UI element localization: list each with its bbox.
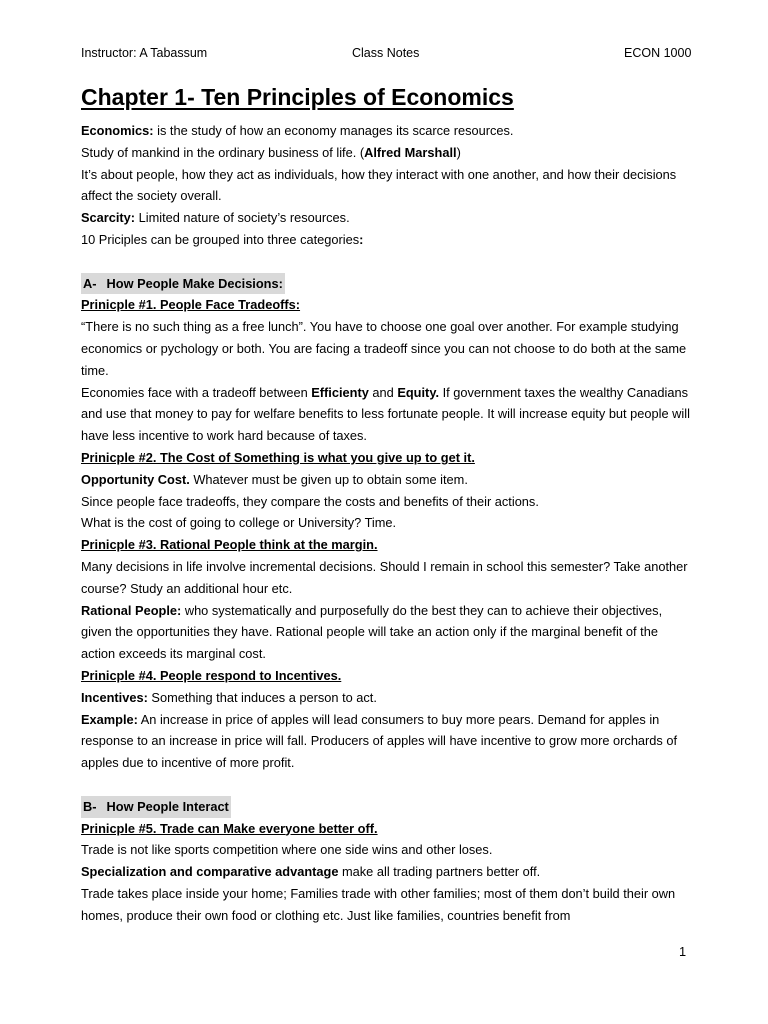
header-course: ECON 1000 [624, 46, 692, 60]
spacer [81, 774, 691, 796]
people-paragraph: It’s about people, how they act as individuals, how they interact with one another, and how their decisions affect the society overall. [81, 166, 677, 204]
document-body [81, 120, 691, 926]
mankind-line: Study of mankind in the ordinary business of life. (Alfred Marshall) [81, 144, 461, 160]
header-class-notes: Class Notes [352, 46, 420, 60]
incentives-definition: Incentives: Something that induces a person to act. [81, 689, 377, 705]
economics-term: Economics: [81, 123, 154, 138]
section-a-heading: A- How People Make Decisions: [81, 273, 691, 295]
principle-4-heading: Prinicple #4. People respond to Incentives. [81, 667, 342, 683]
scarcity-definition: Scarcity: Limited nature of society’s resources. [81, 210, 350, 226]
specialization-line: Specialization and comparative advantage make all trading partners better off. [81, 864, 541, 880]
grouped-line: 10 Priciples can be grouped into three categories: [81, 231, 364, 247]
section-b-heading: B- How People Interact [81, 796, 691, 818]
scarcity-term: Scarcity: [81, 210, 136, 226]
economics-definition: Economics: is the study of how an economy manages its scarce resources. [81, 123, 514, 138]
chapter-title: Chapter 1- Ten Principles of Economics [81, 84, 514, 110]
rational-people-paragraph: Rational People: who systematically and purposefully do the best they can to achieve their objectives, given the opportunities they have. Rational people will take an action only if the marginal benefit of the action exceeds its marginal cost. [81, 602, 663, 662]
principle-1-heading: Prinicple #1. People Face Tradeoffs: [81, 297, 301, 313]
incremental-paragraph: Many decisions in life involve incremental decisions. Should I remain in school this semester? Take another course? Study an additional hour etc. [81, 558, 688, 596]
spacer [81, 251, 691, 273]
principle-5-heading: Prinicple #5. Trade can Make everyone better off. [81, 820, 378, 836]
example-paragraph: Example: An increase in price of apples will lead consumers to buy more pears. Demand for apples in response to an increase in price will fall. Producers of apples will have incentive to grow more orchards of apples due to incentive of more profit. [81, 711, 678, 771]
header-instructor: Instructor: A Tabassum [81, 46, 208, 60]
page-number: 1 [679, 944, 687, 959]
efficiency-equity-paragraph: Economies face with a tradeoff between Efficienty and Equity. If government taxes the wealthy Canadians and use that money to pay for welfare benefits to less fortunate people. It will increase equity but people will have less incentive to work hard because of taxes. [81, 384, 690, 444]
author-name: Alfred Marshall [364, 144, 457, 160]
college-cost-line: What is the cost of going to college or University? Time. [81, 515, 397, 531]
principle-3-heading: Prinicple #3. Rational People think at the margin. [81, 537, 378, 553]
principle-1-paragraph: “There is no such thing as a free lunch”. You have to choose one goal over another. For example studying economics or pychology or both. You are facing a tradeoff since you can not choose to do both at the same time. [81, 319, 687, 378]
principle-2-heading: Prinicple #2. The Cost of Something is what you give up to get it. [81, 449, 475, 465]
trade-home-paragraph: Trade takes place inside your home; Families trade with other families; most of them don’t build their own homes, produce their own food or clothing etc. Just like families, countries benefit from [81, 885, 676, 923]
trade-line: Trade is not like sports competition where one side wins and other loses. [81, 842, 493, 858]
opportunity-cost-definition: Opportunity Cost. Whatever must be given up to obtain some item. [81, 471, 468, 487]
tradeoffs-line: Since people face tradeoffs, they compare the costs and benefits of their actions. [81, 493, 539, 509]
